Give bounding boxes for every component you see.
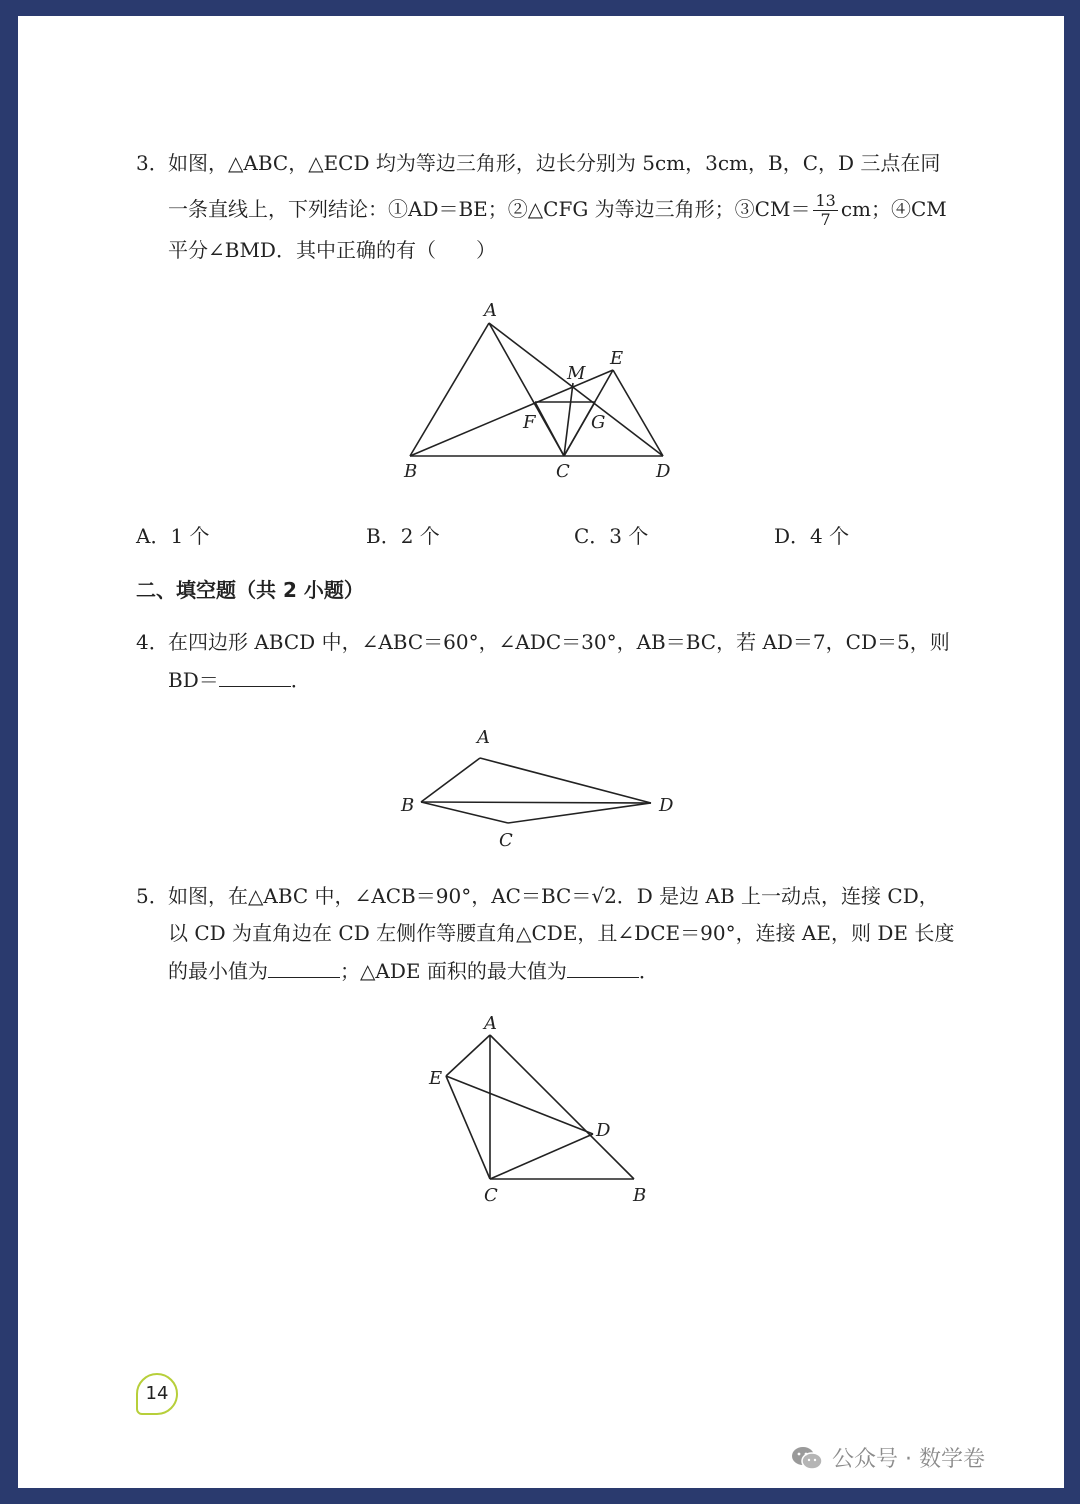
- page: [18, 16, 1064, 1488]
- q5-lines: [446, 1035, 634, 1179]
- q3-label-e: E: [610, 348, 624, 369]
- q3-option-d: D．4 个: [774, 524, 850, 548]
- q3-lines: [410, 323, 663, 456]
- q3-label-b: B: [404, 461, 418, 482]
- q5-answer-blank-1[interactable]: [268, 957, 340, 978]
- q4-line2-pre: BD＝: [168, 668, 219, 692]
- q5-label-e: E: [429, 1068, 443, 1089]
- q3-frac-den: 7: [820, 210, 831, 229]
- q5-label-c: C: [484, 1185, 498, 1206]
- q3-label-f: F: [523, 412, 536, 433]
- q3-label-m: M: [567, 363, 586, 384]
- q5-label-d: D: [596, 1120, 611, 1141]
- q4-lines: [421, 758, 651, 823]
- q5-line1: 如图，在△ABC 中，∠ACB＝90°，AC＝BC＝√2．D 是边 AB 上一动点，连接 CD，: [168, 884, 939, 908]
- q3-line1: 如图，△ABC，△ECD 均为等边三角形，边长分别为 5cm，3cm，B，C，D 三点在同: [168, 151, 941, 175]
- q4-line2: [168, 666, 311, 694]
- q3-number: 3．: [136, 151, 169, 175]
- q4-line1: 在四边形 ABCD 中，∠ABC＝60°，∠ADC＝30°，AB＝BC，若 AD＝7，CD＝5，则: [168, 630, 950, 654]
- section-heading: 二、填空题（共 2 小题）: [136, 578, 364, 602]
- wechat-icon: [790, 1445, 824, 1471]
- q4-number: 4．: [136, 630, 169, 654]
- q3-line2-post: cm；④CM: [840, 197, 947, 221]
- q3-option-a: A．1 个: [136, 524, 210, 548]
- q4-label-d: D: [659, 795, 674, 816]
- q4-figure: [398, 726, 688, 856]
- q3-fraction: [813, 192, 837, 229]
- q4-label-b: B: [401, 795, 415, 816]
- page-number: 14: [136, 1373, 178, 1415]
- q3-figure: [398, 300, 688, 484]
- q5-line3: [168, 957, 659, 985]
- watermark: [790, 1442, 985, 1473]
- q5-label-a: A: [484, 1013, 497, 1034]
- q3-label-d: D: [656, 461, 671, 482]
- q3-line3: 平分∠BMD．其中正确的有（ ）: [168, 238, 496, 262]
- q5-figure: [418, 1011, 658, 1211]
- q3-option-c: C．3 个: [574, 524, 649, 548]
- q5-line3-post: ．: [638, 959, 659, 983]
- q4-line2-post: ．: [290, 668, 311, 692]
- q5-answer-blank-2[interactable]: [567, 957, 639, 978]
- q3-label-a: A: [484, 300, 497, 321]
- q5-label-b: B: [633, 1185, 647, 1206]
- q3-label-g: G: [591, 412, 606, 433]
- q3-option-b: B．2 个: [366, 524, 440, 548]
- q5-number: 5．: [136, 884, 169, 908]
- q4-label-c: C: [499, 830, 513, 851]
- q4-answer-blank[interactable]: [219, 666, 291, 687]
- q3-line2: [168, 192, 947, 229]
- q5-line3-mid: ；△ADE 面积的最大值为: [340, 959, 567, 983]
- q5-line2: 以 CD 为直角边在 CD 左侧作等腰直角△CDE，且∠DCE＝90°，连接 AE，则 DE 长度: [168, 921, 955, 945]
- watermark-text: 公众号 · 数学卷: [832, 1447, 985, 1472]
- q3-label-c: C: [556, 461, 570, 482]
- q5-line3-pre: 的最小值为: [168, 959, 268, 983]
- q3-frac-num: 13: [815, 191, 836, 210]
- q4-label-a: A: [477, 727, 490, 748]
- q3-line2-pre: 一条直线上，下列结论：①AD＝BE；②△CFG 为等边三角形；③CM＝: [168, 197, 811, 221]
